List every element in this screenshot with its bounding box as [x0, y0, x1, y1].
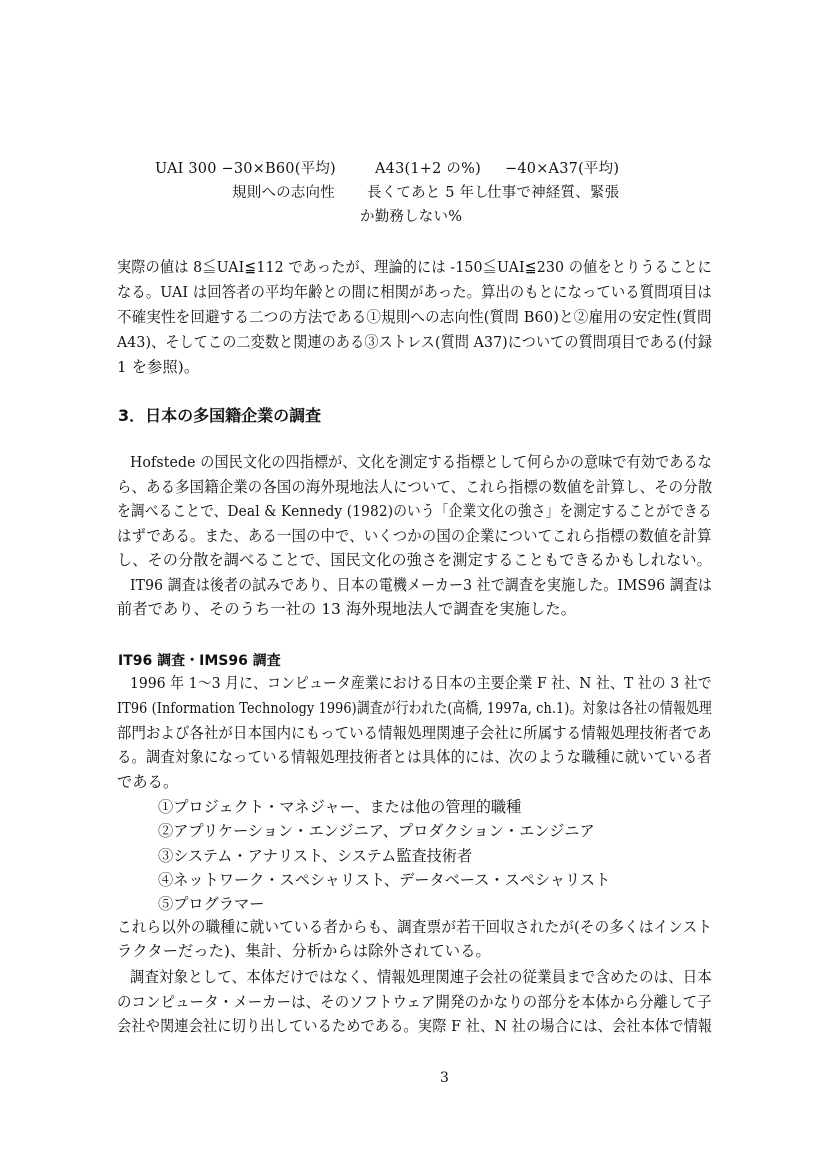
- formula-term-a43: A43(1+2 の%): [375, 161, 481, 177]
- paragraph-line: IT96 調査は後者の試みであり、日本の電機メーカー3 社で調査を実施した。IMS96 調査は: [130, 576, 713, 594]
- list-item: ⑤プログラマー: [158, 895, 265, 913]
- formula-term-a37: −40×A37(平均): [505, 161, 620, 177]
- paragraph-line: ら、ある多国籍企業の各国の海外現地法人について、これら指標の数値を計算し、その分散: [117, 478, 713, 496]
- formula-main: UAI 300 −30×B60(平均): [155, 161, 336, 177]
- paragraph-line: なる。UAI は回答者の平均年齢との間に相関があった。算出のもとになっている質問項目は: [117, 283, 712, 301]
- paragraph-line: 会社や関連会社に切り出しているためである。実際 F 社、N 社の場合には、会社本体で情報: [117, 1017, 713, 1035]
- paragraph-line: 1996 年 1〜3 月に、コンピュータ産業における日本の主要企業 F 社、N 社、T 社の 3 社で: [130, 674, 712, 692]
- formula-label-a43-line1: 長くてあと 5 年し: [367, 185, 489, 201]
- subheading: IT96 調査・IMS96 調査: [118, 653, 281, 669]
- formula-label-b60: 規則への志向性: [232, 185, 335, 201]
- paragraph-line: である。: [117, 773, 179, 791]
- paragraph-line: し、その分散を調べることで、国民文化の強さを測定することもできるかもしれない。: [117, 551, 712, 569]
- paragraph-line: 部門および各社が日本国内にもっている情報処理関連子会社に所属する情報処理技術者であ: [117, 724, 712, 742]
- paragraph-line: 不確実性を回避する二つの方法である①規則への志向性(質問 B60)と②雇用の安定性(質問: [117, 308, 712, 326]
- paragraph-line: ラクターだった)、集計、分析からは除外されている。: [117, 942, 491, 960]
- formula-label-a37: 仕事で神経質、緊張: [487, 185, 620, 201]
- paragraph-line: を調べることで、Deal & Kennedy (1982)のいう「企業文化の強さ」を測定することができる: [117, 502, 712, 520]
- paragraph-line: A43)、そしてこの二変数と関連のある③ストレス(質問 A37)についての質問項目である(付録: [117, 333, 713, 351]
- page-number: 3: [440, 1070, 449, 1086]
- paragraph-line: る。調査対象になっている情報処理技術者とは具体的には、次のような職種に就いている者: [117, 748, 712, 766]
- paragraph-line: 調査対象として、本体だけではなく、情報処理関連子会社の従業員まで含めたのは、日本: [130, 968, 712, 986]
- paragraph-line: IT96 (Information Technology 1996)調査が行われた(高橋, 1997a, ch.1)。対象は各社の情報処理: [117, 699, 712, 717]
- paragraph-line: のコンピュータ・メーカーは、そのソフトウェア開発のかなりの部分を本体から分離して子: [117, 993, 712, 1011]
- paragraph-line: Hofstede の国民文化の四指標が、文化を測定する指標として何らかの意味で有効であるな: [130, 453, 712, 471]
- formula-label-a43-line2: か勤務しない%: [360, 209, 463, 225]
- section-heading: 3．日本の多国籍企業の調査: [118, 406, 322, 425]
- paragraph-line: はずである。また、ある一国の中で、いくつかの国の企業についてこれら指標の数値を計算: [117, 527, 712, 545]
- paragraph-line: これら以外の職種に就いている者からも、調査票が若干回収されたが(その多くはインスト: [117, 918, 713, 936]
- list-item: ④ネットワーク・スペシャリスト、データベース・スペシャリスト: [158, 871, 611, 889]
- paragraph-line: 1 を参照)。: [117, 358, 200, 376]
- list-item: ①プロジェクト・マネジャー、または他の管理的職種: [158, 798, 522, 816]
- list-item: ②アプリケーション・エンジニア、プロダクション・エンジニア: [158, 822, 595, 840]
- paragraph-line: 前者であり、そのうち一社の 13 海外現地法人で調査を実施した。: [117, 600, 577, 618]
- list-item: ③システム・アナリスト、システム監査技術者: [158, 847, 473, 865]
- paragraph-line: 実際の値は 8≦UAI≦112 であったが、理論的には -150≦UAI≦230 の値をとりうることに: [117, 258, 712, 276]
